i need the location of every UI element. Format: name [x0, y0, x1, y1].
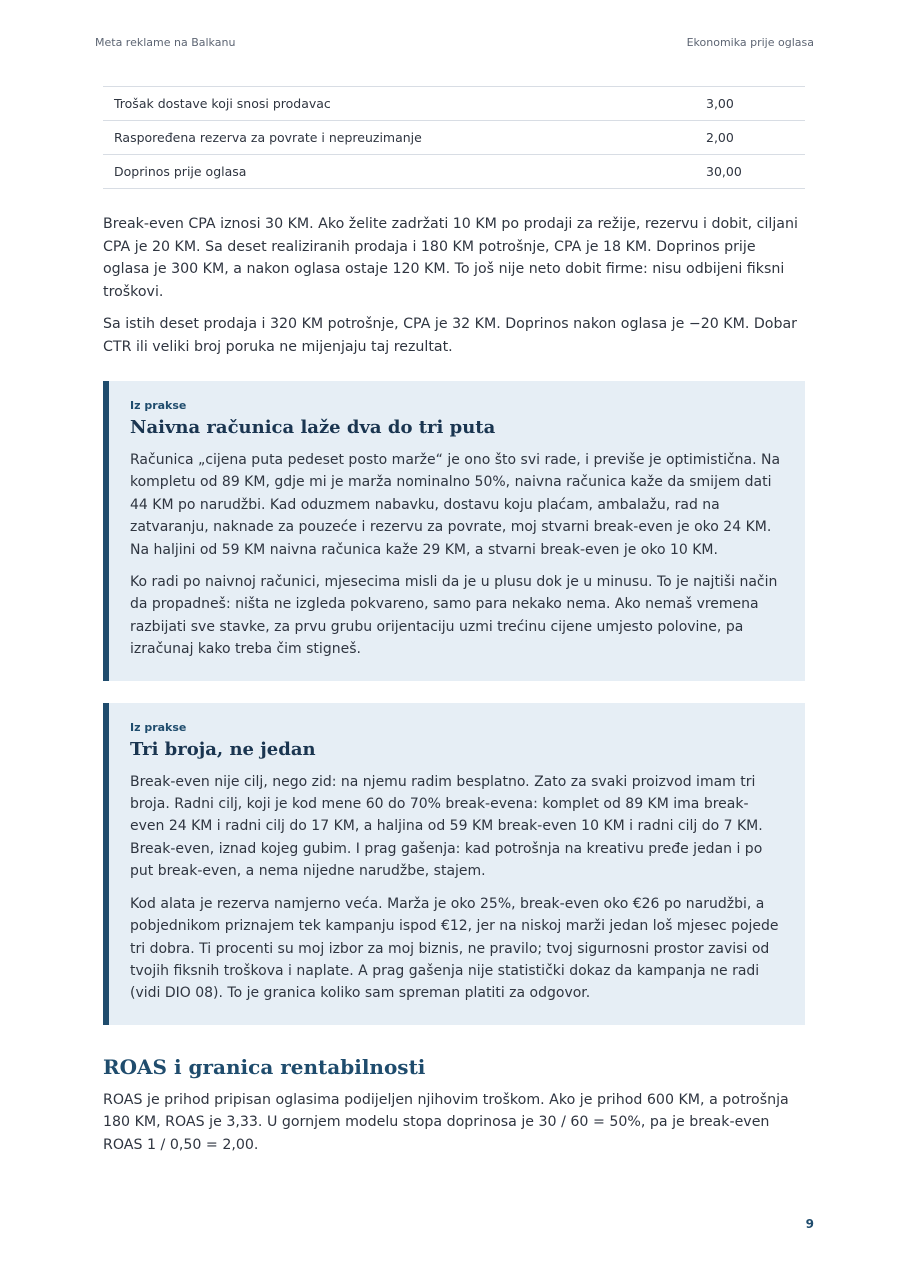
table-row — [103, 155, 805, 189]
section-heading: ROAS i granica rentabilnosti — [103, 1054, 426, 1079]
row-value: 30,00 — [706, 155, 805, 189]
callout-title: Tri broja, ne jedan — [130, 738, 316, 760]
main-content — [103, 213, 805, 1166]
row-value: 3,00 — [706, 87, 805, 121]
callout-kicker: Iz prakse — [130, 720, 187, 734]
chapter-title: Ekonomika prije oglasa — [686, 36, 814, 49]
running-header — [95, 36, 814, 49]
callout-title: Naivna računica laže dva do tri puta — [130, 417, 496, 438]
callout-paragraph: Računica „cijena puta pedeset posto marže“ je ono što svi rade, i previše je optimistična. Na kompletu od 89 KM, gdje mi je marža nominalno 50%, naivna računica kaže da smijem dati 44 KM po narudžbi. Kad oduzmem nabavku, dostavu koju plaćam, ambalažu, rad na zatvaranju, naknade za pouzeće i rezervu za povrate, moj stvarni break-even je oko 24 KM. Na haljini od 59 KM naivna računica kaže 29 KM, a stvarni break-even je oko 10 KM. — [130, 452, 781, 558]
callout-paragraph: Break-even nije cilj, nego zid: na njemu radim besplatno. Zato za svaki proizvod imam tri broja. Radni cilj, koji je kod mene 60 do 70% break-evena: komplet od 89 KM ima break-even 24 KM i radni cilj do 17 KM, a haljina od 59 KM break-even 10 KM i radni cilj do 7 KM. Break-even, iznad kojeg gubim. I prag gašenja: kad potrošnja na kreativu pređe jedan i po put break-even, a nema nijedne narudžbe, stajem. — [130, 773, 763, 880]
callout-paragraph: Kod alata je rezerva namjerno veća. Marža je oko 25%, break-even oko €26 po narudžbi, a pobjednikom priznajem tek kampanju ispod €12, jer na niskoj marži jedan loš mjesec pojede tri dobra. Ti procenti su moj izbor za moj biznis, ne pravilo; tvoj sigurnosni prostor zavisi od tvojih fiksnih troškova i naplate. A prag gašenja nije statistički dokaz da kampanja ne radi (vidi DIO 08). To je granica koliko sam spreman platiti za odgovor. — [130, 895, 779, 1002]
body-paragraph: Sa istih deset prodaja i 320 KM potrošnje, CPA je 32 KM. Doprinos nakon oglasa je −20 KM. Dobar CTR ili veliki broj poruka ne mijenjaju taj rezultat. — [103, 316, 798, 355]
cost-table — [103, 86, 805, 189]
row-label: Raspoređena rezerva za povrate i nepreuzimanje — [103, 121, 706, 155]
row-label: Trošak dostave koji snosi prodavac — [103, 87, 706, 121]
page-number: 9 — [805, 1217, 814, 1231]
practice-callout — [103, 381, 805, 681]
body-paragraph: Break-even CPA iznosi 30 KM. Ako želite zadržati 10 KM po prodaji za režije, rezervu i dobit, ciljani CPA je 20 KM. Sa deset realiziranih prodaja i 180 KM potrošnje, CPA je 18 KM. Doprinos prije oglasa je 300 KM, a nakon oglasa ostaje 120 KM. To još nije neto dobit firme: nisu odbijeni fiksni troškovi. — [103, 216, 798, 300]
callout-paragraph: Ko radi po naivnoj računici, mjesecima misli da je u plusu dok je u minusu. To je najtiši način da propadneš: ništa ne izgleda pokvareno, samo para nekako nema. Ako nemaš vremena razbijati sve stavke, za prvu grubu orijentaciju uzmi trećinu cijene umjesto polovine, pa izračunaj kako treba čim stigneš. — [130, 574, 778, 658]
callout-kicker: Iz prakse — [130, 399, 187, 412]
table-row — [103, 121, 805, 155]
body-paragraph: ROAS je prihod pripisan oglasima podijeljen njihovim troškom. Ako je prihod 600 KM, a potrošnja 180 KM, ROAS je 3,33. U gornjem modelu stopa doprinosa je 30 / 60 = 50%, pa je break-even ROAS 1 / 0,50 = 2,00. — [103, 1091, 789, 1153]
table-row — [103, 87, 805, 121]
row-value: 2,00 — [706, 121, 805, 155]
document-title: Meta reklame na Balkanu — [95, 36, 236, 49]
practice-callout — [103, 703, 805, 1025]
row-label: Doprinos prije oglasa — [103, 155, 706, 189]
